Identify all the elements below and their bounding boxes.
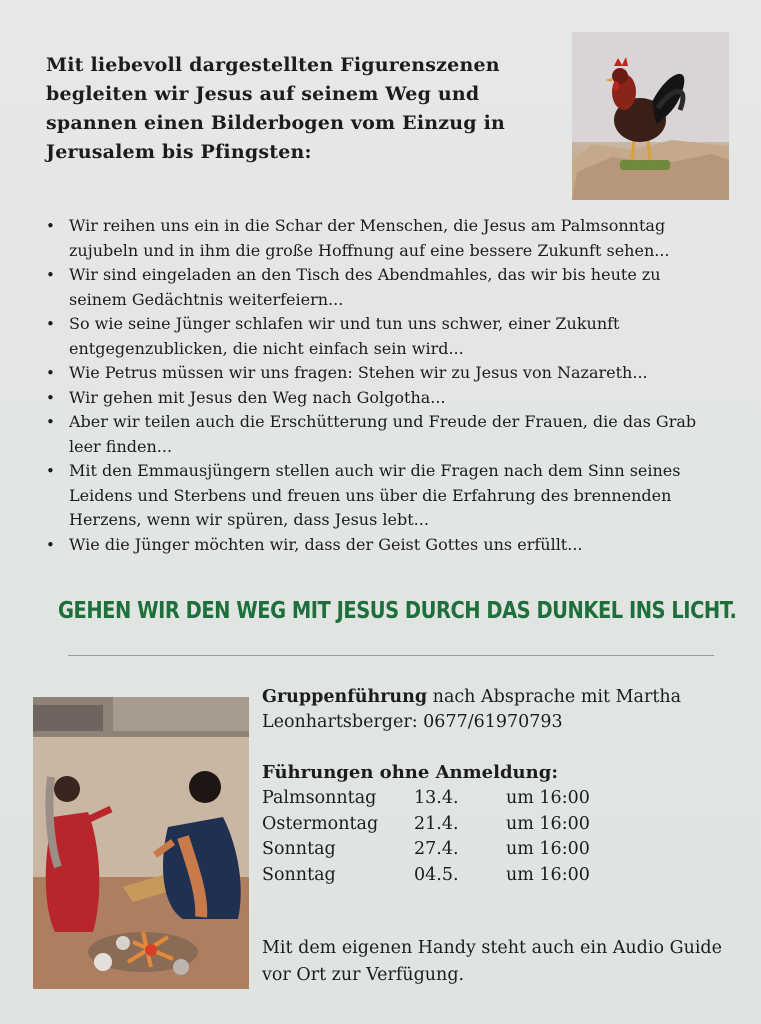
list-item-line: seinem Gedächtnis weiterfeiern... (69, 289, 344, 309)
list-item (44, 459, 724, 533)
audio-line: vor Ort zur Verfügung. (262, 965, 465, 985)
list-item (44, 386, 724, 411)
intro-line: begleiten wir Jesus auf seinem Weg und (46, 83, 480, 105)
list-item-line: entgegenzublicken, die nicht einfach sein wird... (69, 338, 464, 358)
schedule-time: um 16:00 (506, 839, 590, 859)
schedule-time: um 16:00 (506, 788, 590, 808)
divider (68, 655, 714, 656)
schedule-date: 21.4. (414, 813, 459, 834)
schedule-day: Sonntag (262, 864, 336, 885)
schedule-row (262, 863, 622, 889)
list-item-line: Leidens und Sterbens und freuen uns über die Erfahrung des brennenden (69, 485, 672, 505)
campfire-scene-illustration (33, 697, 249, 989)
tours-title: Führungen ohne Anmeldung: (262, 762, 558, 783)
intro-line: Jerusalem bis Pfingsten: (46, 141, 312, 163)
list-item-line: Wie die Jünger möchten wir, dass der Geist Gottes uns erfüllt... (69, 534, 583, 554)
schedule-time: um 16:00 (506, 813, 590, 834)
list-item-line: Wir reihen uns ein in die Schar der Menschen, die Jesus am Palmsonntag (69, 216, 666, 235)
schedule-day: Ostermontag (262, 813, 379, 834)
bullet-list (44, 214, 724, 557)
rooster-figure-photo (572, 32, 729, 200)
audio-guide-note (262, 935, 732, 989)
schedule-row (262, 786, 622, 812)
list-item (44, 214, 724, 263)
list-item-line: Wie Petrus müssen wir uns fragen: Stehen wir zu Jesus von Nazareth... (69, 363, 648, 382)
schedule-date: 27.4. (414, 839, 459, 859)
tours-schedule (262, 786, 622, 888)
schedule-day: Sonntag (262, 839, 336, 859)
intro-line: spannen einen Bilderbogen vom Einzug in (46, 112, 505, 134)
audio-line: Mit dem eigenen Handy steht auch ein Audio Guide (262, 938, 722, 958)
list-item (44, 533, 724, 558)
group-tour-info (262, 685, 681, 735)
group-tour-text: nach Absprache mit Martha (427, 687, 682, 707)
list-item-line: Herzens, wenn wir spüren, dass Jesus lebt... (69, 510, 429, 529)
rooster-illustration (572, 32, 729, 200)
schedule-time: um 16:00 (506, 864, 590, 885)
group-tour-contact: Leonhartsberger: 0677/61970793 (262, 712, 563, 732)
campfire-scene-photo (33, 697, 249, 989)
list-item (44, 361, 724, 386)
motto-heading: GEHEN WIR DEN WEG MIT JESUS DURCH DAS DUNKEL INS LICHT. (58, 597, 737, 625)
intro-line: Mit liebevoll dargestellten Figurenszenen (46, 54, 500, 76)
intro-heading (46, 51, 566, 167)
schedule-date: 04.5. (414, 864, 459, 885)
list-item-line: So wie seine Jünger schlafen wir und tun uns schwer, einer Zukunft (69, 314, 620, 333)
list-item-line: zujubeln und in ihm die große Hoffnung auf eine bessere Zukunft sehen... (69, 240, 670, 260)
list-item-line: Wir sind eingeladen an den Tisch des Abendmahles, das wir bis heute zu (69, 265, 661, 284)
list-item (44, 263, 724, 312)
schedule-date: 13.4. (414, 788, 459, 808)
list-item-line: leer finden... (69, 436, 173, 456)
list-item (44, 312, 724, 361)
schedule-row (262, 812, 622, 838)
list-item-line: Mit den Emmausjüngern stellen auch wir die Fragen nach dem Sinn seines (69, 461, 681, 480)
schedule-row (262, 837, 622, 863)
schedule-day: Palmsonntag (262, 788, 377, 808)
list-item-line: Aber wir teilen auch die Erschütterung und Freude der Frauen, die das Grab (69, 412, 697, 431)
group-tour-label: Gruppenführung (262, 687, 428, 707)
list-item-line: Wir gehen mit Jesus den Weg nach Golgotha... (69, 387, 446, 407)
list-item (44, 410, 724, 459)
